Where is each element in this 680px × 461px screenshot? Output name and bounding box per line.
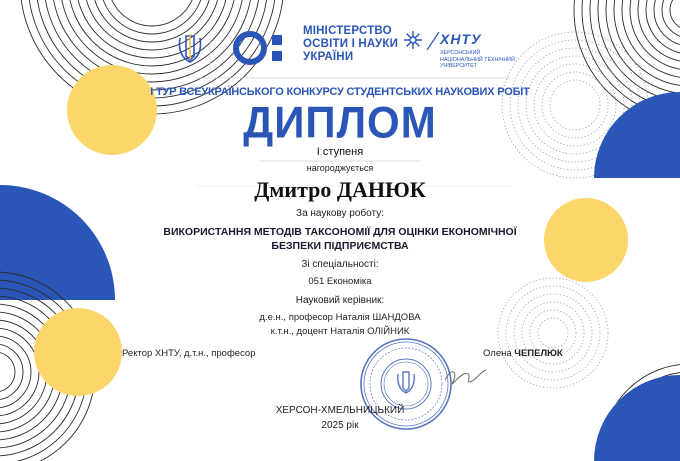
khntu-logo-icon — [404, 31, 439, 50]
diploma-degree: І ступеня — [316, 146, 364, 158]
signatory-name — [483, 348, 563, 359]
work-title-line-2: БЕЗПЕКИ ПІДПРИЄМСТВА — [271, 240, 409, 252]
ministry-logo-icon — [236, 34, 282, 62]
year: 2025 рік — [321, 420, 359, 431]
university-line-3: УНІВЕРСИТЕТ — [440, 63, 477, 69]
specialty-value: 051 Економіка — [308, 276, 372, 287]
blue-shape-bottom-right — [594, 375, 680, 461]
ministry-line-3: УКРАЇНИ — [303, 51, 354, 63]
work-title-line-1: ВИКОРИСТАННЯ МЕТОДІВ ТАКСОНОМІЇ ДЛЯ ОЦІНКИ ЕКОНОМІЧНОЇ — [163, 226, 517, 238]
ministry-line-1: МІНІСТЕРСТВО — [303, 25, 392, 37]
work-title — [0, 225, 680, 253]
university-logo-text: ХНТУ — [440, 31, 482, 47]
diploma-title: ДИПЛОМ — [243, 97, 437, 148]
university-line-2: НАЦІОНАЛЬНИЙ ТЕХНІЧНИЙ — [440, 56, 515, 63]
university-name — [440, 50, 515, 70]
trident-icon — [179, 34, 200, 62]
university-line-1: ХЕРСОНСЬКИЙ — [440, 50, 481, 56]
signatory-first-name: Олена — [483, 348, 512, 359]
signatory-title: Ректор ХНТУ, д.т.н., професор — [122, 348, 256, 359]
signatory-last-name: ЧЕПЕЛЮК — [514, 348, 563, 359]
ministry-name — [303, 25, 398, 64]
supervisor-1: д.е.н., професор Наталія ШАНДОВА — [259, 312, 421, 323]
ministry-line-2: ОСВІТИ І НАУКИ — [303, 38, 399, 50]
place: ХЕРСОН-ХМЕЛЬНИЦЬКИЙ — [275, 405, 405, 416]
work-label: За наукову роботу: — [296, 208, 384, 219]
supervisor-2: к.т.н., доцент Наталія ОЛІЙНИК — [270, 326, 410, 337]
specialty-label: Зі спеціальності: — [301, 259, 379, 270]
supervisor-label: Науковий керівник: — [295, 295, 385, 306]
competition-title: І ТУР ВСЕУКРАЇНСЬКОГО КОНКУРСУ СТУДЕНТСЬКИХ НАУКОВИХ РОБІТ — [150, 86, 530, 98]
recipient-name: Дмитро ДАНЮК — [254, 177, 426, 202]
awarded-label: нагороджується — [306, 163, 374, 173]
